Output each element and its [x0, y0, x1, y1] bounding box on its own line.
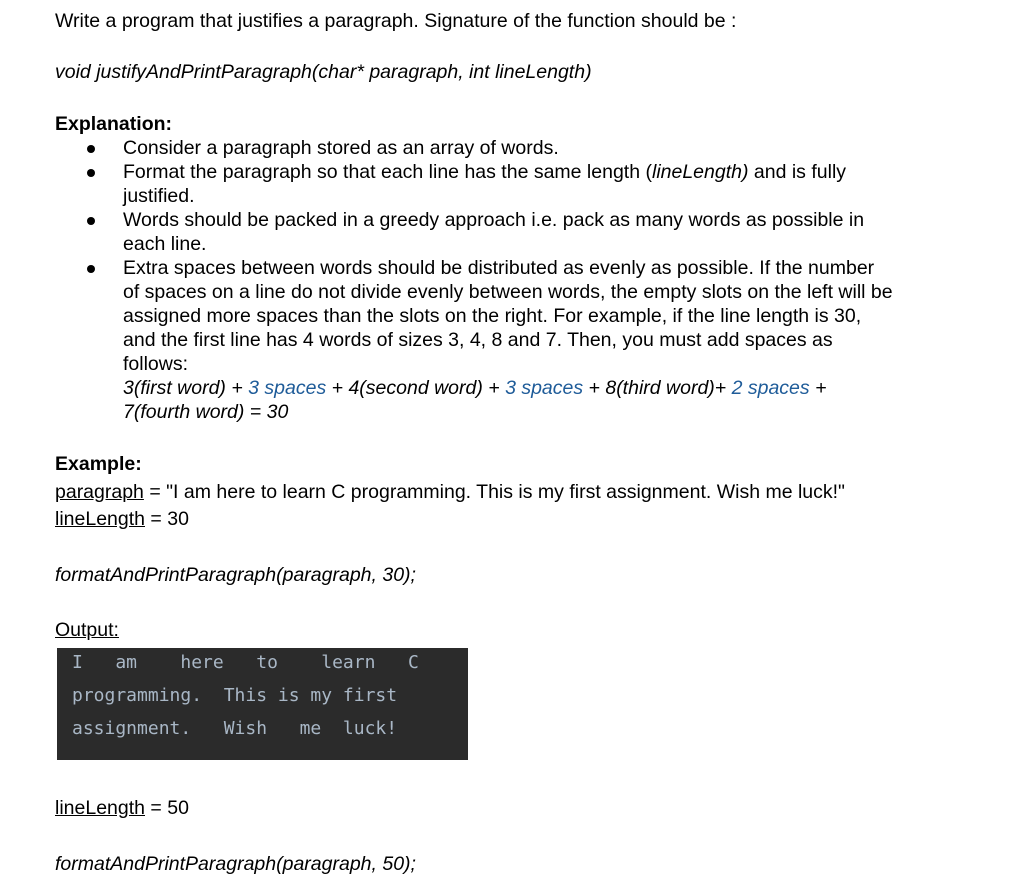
output-line: I am here to learn C: [72, 652, 419, 673]
bullet-text: each line.: [123, 233, 207, 255]
linelength-label: lineLength: [55, 797, 145, 819]
example-heading: Example:: [55, 453, 142, 475]
output-code-block: [57, 648, 468, 760]
linelength-assignment-50: [55, 796, 189, 820]
bullet-dot-icon: [87, 169, 95, 177]
bullet-item: [55, 160, 955, 208]
linelength-assignment: [55, 507, 189, 531]
bullet-text: and is fully: [748, 161, 847, 183]
bullet-text: justified.: [123, 185, 195, 207]
bullet-text: and the first line has 4 words of sizes 3, 4, 8 and 7. Then, you must add spaces as: [123, 329, 833, 351]
linelength-value: = 30: [145, 508, 189, 530]
bullet-italic-term: lineLength): [651, 161, 749, 183]
bullet-dot-icon: [87, 145, 95, 153]
linelength-label: lineLength: [55, 508, 145, 530]
bullet-item: [55, 256, 955, 424]
bullet-text: assigned more spaces than the slots on the right. For example, if the line length is 30,: [123, 305, 862, 327]
bullet-dot-icon: [87, 217, 95, 225]
bullet-text: Format the paragraph so that each line has the same length (: [123, 161, 652, 183]
bullet-text: of spaces on a line do not divide evenly between words, the empty slots on the left will be: [123, 281, 893, 303]
output-line: programming. This is my first: [72, 685, 398, 706]
bullet-text: Words should be packed in a greedy approach i.e. pack as many words as possible in: [123, 209, 865, 231]
output-line: assignment. Wish me luck!: [72, 718, 398, 739]
function-signature: void justifyAndPrintParagraph(char* paragraph, int lineLength): [55, 61, 592, 83]
bullet-item: [55, 136, 955, 160]
paragraph-label: paragraph: [55, 481, 144, 503]
bullet-text: Consider a paragraph stored as an array of words.: [123, 137, 559, 159]
paragraph-assignment: [55, 480, 845, 504]
bullet-item: [55, 208, 955, 256]
spacing-formula: 3(first word) + 3 spaces + 4(second word) + 3 spaces + 8(third word)+ 2 spaces +: [123, 377, 827, 399]
paragraph-value: = "I am here to learn C programming. This is my first assignment. Wish me luck!": [143, 481, 845, 503]
bullet-text: follows:: [123, 353, 189, 375]
bullet-text: Extra spaces between words should be distributed as evenly as possible. If the number: [123, 257, 875, 279]
linelength-value: = 50: [145, 797, 189, 819]
explanation-heading: Explanation:: [55, 113, 173, 135]
spacing-formula-cont: 7(fourth word) = 30: [123, 401, 289, 423]
bullet-dot-icon: [87, 265, 95, 273]
function-call-50: formatAndPrintParagraph(paragraph, 50);: [55, 853, 416, 875]
explanation-list: [55, 136, 955, 424]
intro-text: Write a program that justifies a paragraph. Signature of the function should be :: [55, 10, 737, 32]
function-call-30: formatAndPrintParagraph(paragraph, 30);: [55, 564, 416, 586]
output-label: Output:: [55, 619, 119, 641]
